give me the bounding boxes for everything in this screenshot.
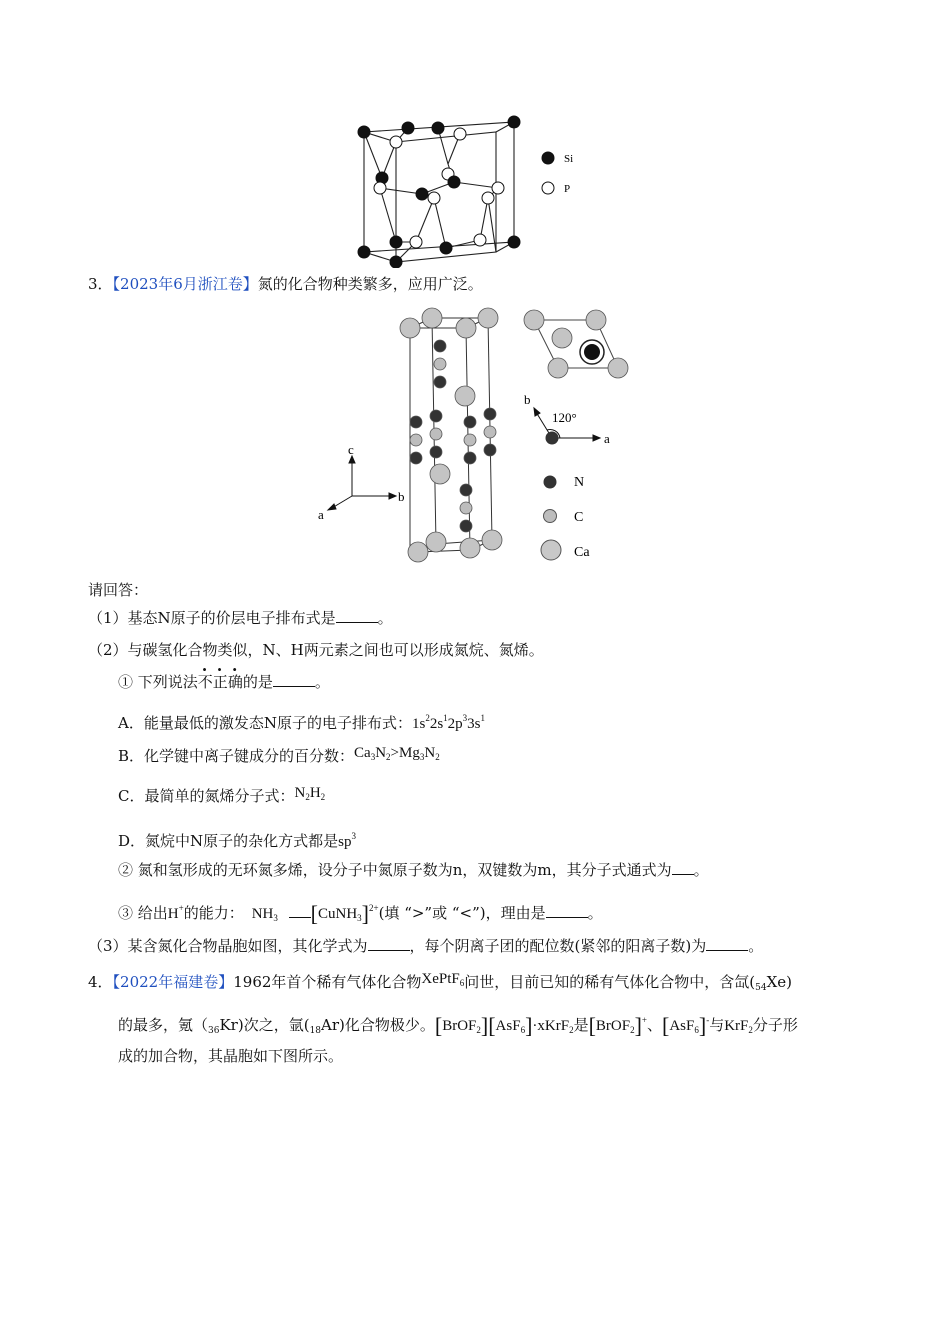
answer-blank-2a[interactable] [273, 672, 315, 687]
q3-part1: （1）基态N原子的价层电子排布式是 。 [88, 609, 393, 627]
q3-part2c: ③ 给出H+的能力： $NH_3$ [CuNH$_3$]$^{2+}$(填 “>”或 “<”)，理由是 。 [118, 901, 603, 926]
legend-si-label: Si [564, 153, 574, 165]
axis-c-label: c [348, 442, 354, 457]
q3-prompt: 请回答： [88, 581, 149, 599]
emphasis-char: 确 [227, 673, 243, 691]
legend-c-label: C [574, 510, 584, 525]
option-d: D．氮烷中N原子的杂化方式都是$sp^3$ [118, 831, 356, 850]
formula-brof2-plus-asf6-minus: [BrOF$_2$]+、[AsF$_6$]- [588, 1013, 710, 1038]
formula-nh3: $NH_3$ [251, 906, 278, 923]
legend-ca-label: Ca [574, 545, 590, 560]
answer-blank-1[interactable] [336, 608, 378, 623]
formula-xeptf6: XePtF$_6$ [421, 971, 465, 988]
small-axis-b-label: b [524, 392, 531, 407]
q3-number: 3． [88, 275, 113, 293]
formula-1s2-2s1-2p3-3s1: $1s^22s^12p^33s^1$ [411, 713, 485, 732]
q3-part2b: ② 氮和氢形成的无环氮多烯，设分子中氮原子数为n，双键数为m，其分子式通式为 。 [118, 861, 709, 879]
emphasis-not-correct [198, 673, 243, 691]
top-view [524, 310, 628, 378]
formula-cunh3-complex: [CuNH$_3$]$^{2+}$ [310, 901, 379, 926]
q3-header [88, 274, 483, 294]
si-p-legend [542, 152, 573, 195]
axis-a-label: a [318, 507, 324, 522]
formula-krf2: KrF$_2$ [724, 1018, 753, 1035]
formula-h-plus: H+ [167, 903, 184, 922]
formula-n2h2: $N_2H_2$ [294, 785, 326, 802]
axis-b-label: b [398, 489, 405, 504]
formula-brof2-asf6-xkrf2: [BrOF$_2$][AsF$_6$]·xKrF$_2$ [434, 1013, 574, 1038]
q4-line2: 的最多，氪$(_{36}Kr)$次之，氩$(_{18}Ar)$化合物极少。[BrOF$_2$][AsF$_6$]·xKrF$_2$是[BrOF$_2$]+、[AsF$_6$]-与KrF$_2$分子形 [118, 1013, 798, 1038]
q3-part2a: ① 下列说法不正确的是 。 [118, 673, 330, 691]
ca-cn-crystal-figure [310, 300, 640, 570]
q4-line3: 成的加合物，其晶胞如下图所示。 [118, 1047, 344, 1065]
q4-source[interactable]: 【2022年福建卷】 [112, 973, 234, 991]
formula-sp3: $sp^3$ [338, 831, 356, 850]
q4-line1: 4．【2022年福建卷】1962年首个稀有气体化合物XePtF$_6$问世，目前已知的稀有气体化合物中，含氙$(_{54}Xe)$ [88, 971, 792, 993]
q4-number: 4． [88, 973, 113, 991]
answer-blank-reason[interactable] [546, 903, 588, 918]
main-axes [328, 456, 396, 510]
option-a: A．能量最低的激发态N原子的电子排布式：$1s^22s^12p^33s^1$ [118, 713, 485, 732]
emphasis-char: 不 [197, 673, 213, 691]
small-axis-a-label: a [604, 431, 610, 446]
q3-source[interactable]: 【2023年6月浙江卷】 [112, 275, 258, 293]
legend-p-label: P [564, 183, 571, 195]
answer-blank-compare[interactable] [289, 903, 311, 918]
ca-cn-legend [541, 475, 590, 560]
legend-n-label: N [574, 475, 585, 490]
formula-ca3n2-gt-mg3n2: $Ca_3N_2>Mg_3N_2$ [354, 745, 440, 762]
q3-part1-text: （1）基态N原子的价层电子排布式是 [88, 609, 336, 627]
q3-intro: 氮的化合物种类繁多，应用广泛。 [257, 275, 483, 293]
option-b: B．化学键中离子键成分的百分数：$Ca_3N_2>Mg_3N_2$ [118, 745, 440, 765]
answer-blank-formula[interactable] [368, 936, 410, 951]
answer-blank-coordination[interactable] [706, 936, 748, 951]
answer-blank-2b[interactable] [672, 860, 694, 875]
q3-part3: （3）某含氮化合物晶胞如图，其化学式为 ，每个阴离子团的配位数(紧邻的阳离子数)为 。 [88, 937, 764, 955]
q3-part2: （2）与碳氢化合物类似，N、H两元素之间也可以形成氮烷、氮烯。 [88, 641, 544, 659]
emphasis-char: 正 [212, 673, 228, 691]
option-c: C．最简单的氮烯分子式：$N_2H_2$ [118, 785, 326, 805]
small-axis-angle-label: 120° [552, 410, 577, 425]
si-p-crystal-figure [350, 110, 590, 268]
